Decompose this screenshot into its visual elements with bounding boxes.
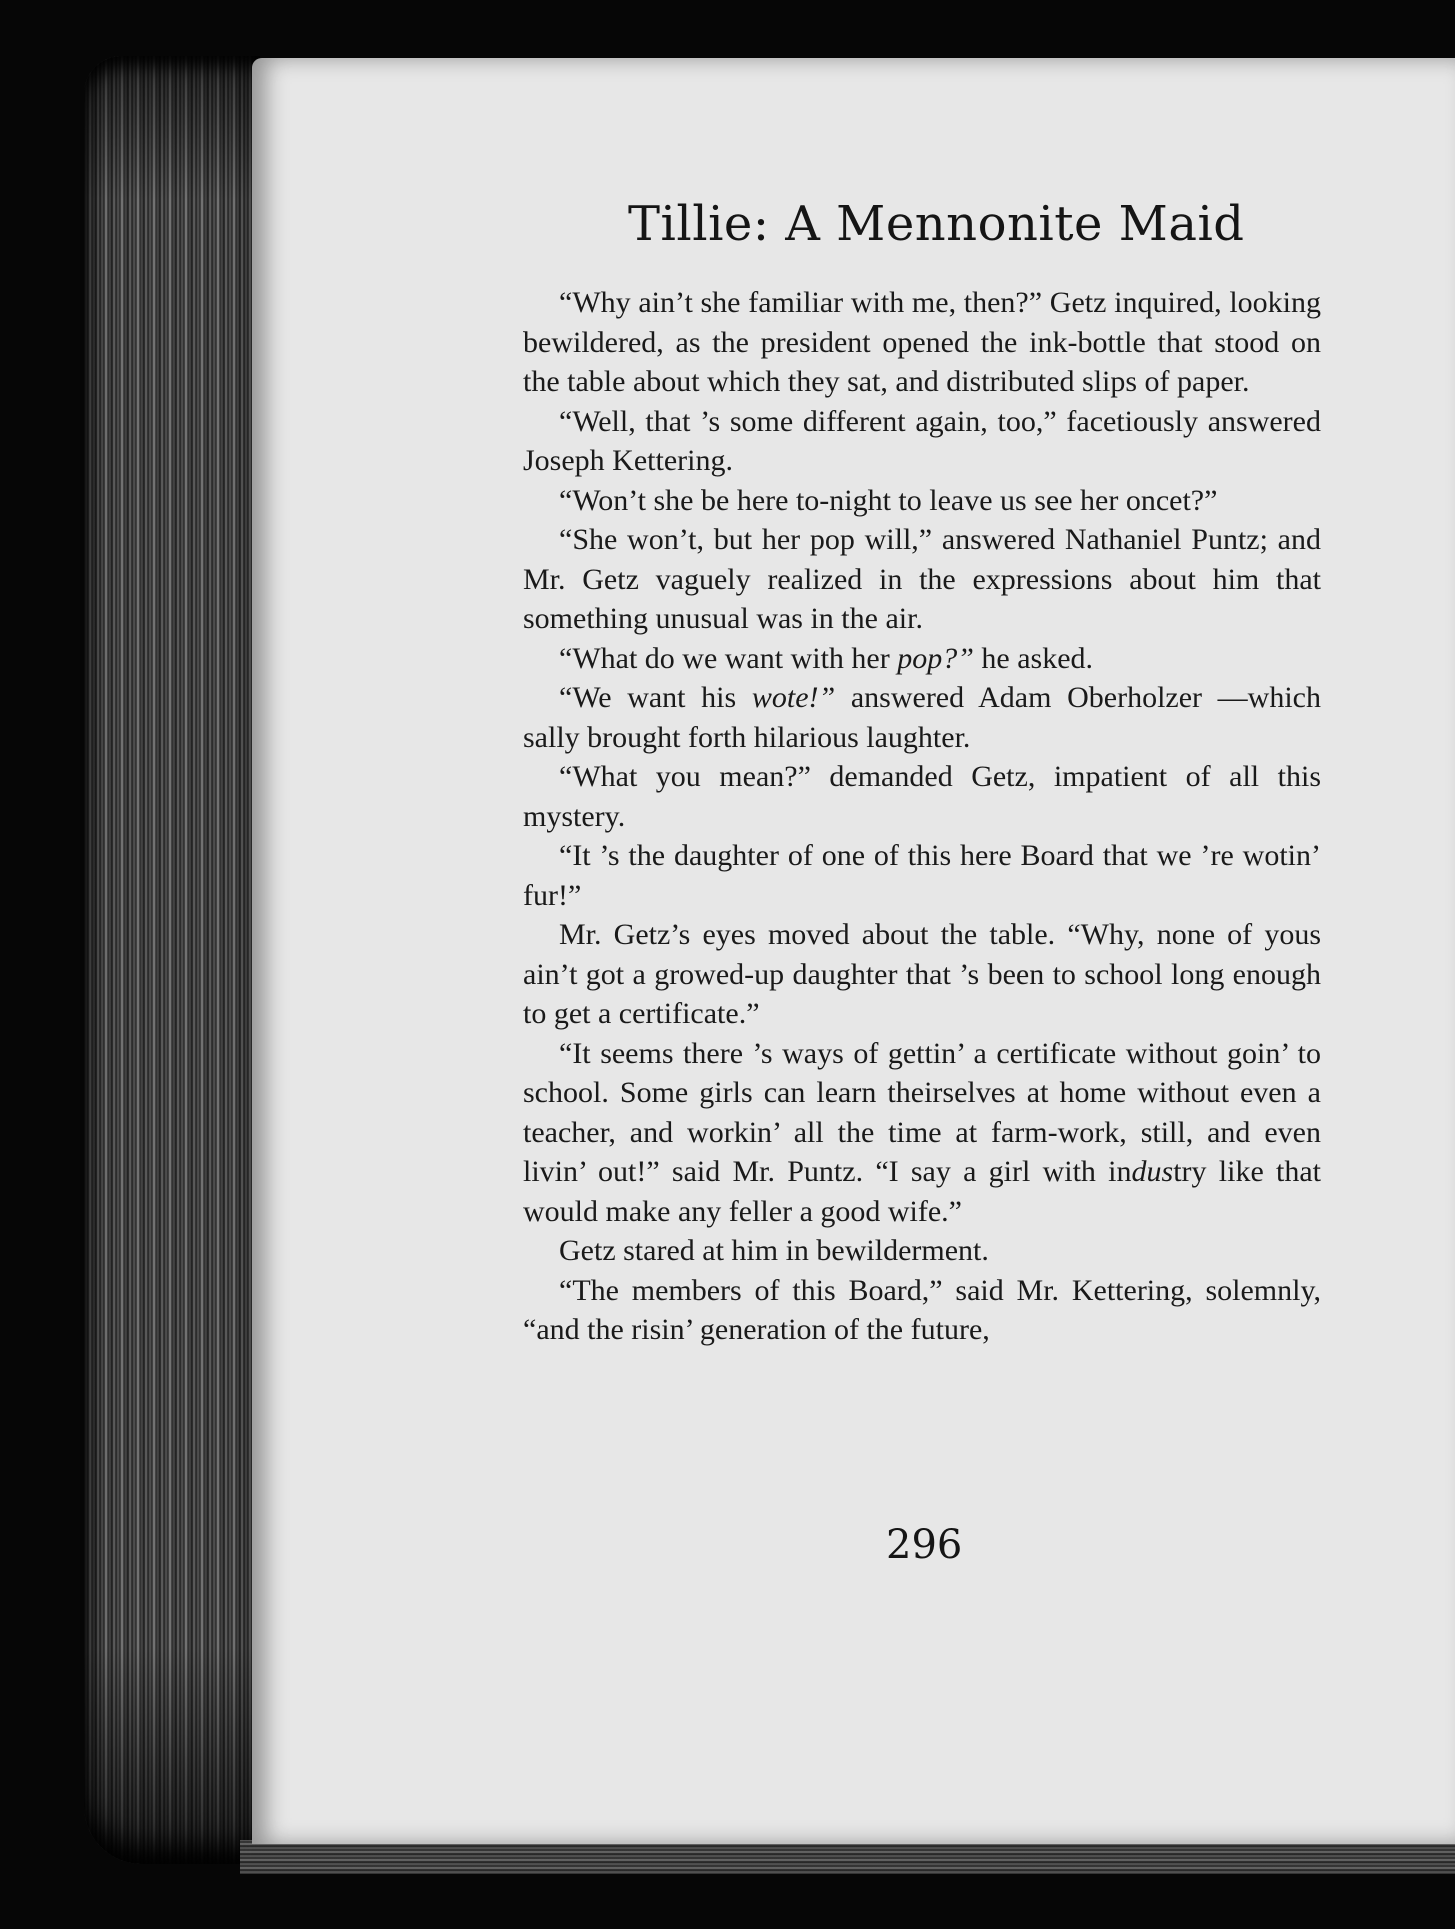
- book-bottom-edges: [240, 1840, 1455, 1874]
- paragraph: “The members of this Board,” said Mr. Kettering, solemnly, “and the risin’ generation of the future,: [523, 1273, 1321, 1346]
- paragraph: Getz stared at him in bewilderment.: [559, 1234, 989, 1267]
- paragraph: “It seems there ’s ways of gettin’ a certificate without goin’ to school. Some girls can learn theirselves at home without even a teacher, and workin’ all the time at farm-work, still, and even livin’ out!” said Mr. Puntz. “I say a girl with industry like that would make any feller a good wife.”: [523, 1036, 1321, 1228]
- paragraph: “What do we want with her pop?” he asked.: [559, 641, 1094, 675]
- italic-emphasis: pop?”: [897, 641, 974, 675]
- italic-emphasis: dus: [1131, 1155, 1174, 1188]
- page-number: 296: [886, 1522, 963, 1568]
- italic-emphasis: wote!”: [751, 681, 836, 714]
- running-head: Tillie: A Mennonite Maid: [628, 196, 1245, 252]
- paragraph: “She won’t, but her pop will,” answered Nathaniel Puntz; and Mr. Getz vaguely realized in the expressions about him that something unusual was in the air.: [523, 523, 1321, 635]
- paragraph: Mr. Getz’s eyes moved about the table. “Why, none of yous ain’t got a growed-up daughter that ’s been to school long enough to get a certificate.”: [523, 918, 1321, 1030]
- paragraph: “It ’s the daughter of one of this here Board that we ’re wotin’ fur!”: [523, 839, 1321, 912]
- body-text: [523, 283, 1321, 1350]
- paragraph: “Well, that ’s some different again, too,” facetiously answered Joseph Kettering.: [523, 404, 1321, 477]
- paragraph: “Why ain’t she familiar with me, then?” Getz inquired, looking bewildered, as the president opened the ink-bottle that stood on the table about which they sat, and distributed slips of paper.: [523, 286, 1321, 398]
- paragraph: “What you mean?” demanded Getz, impatient of all this mystery.: [523, 760, 1321, 833]
- paragraph: “We want his wote!” answered Adam Oberholzer —which sally brought forth hilarious laughter.: [523, 681, 1321, 754]
- book-page-edges: [84, 56, 260, 1864]
- paragraph: “Won’t she be here to-night to leave us see her oncet?”: [559, 483, 1218, 517]
